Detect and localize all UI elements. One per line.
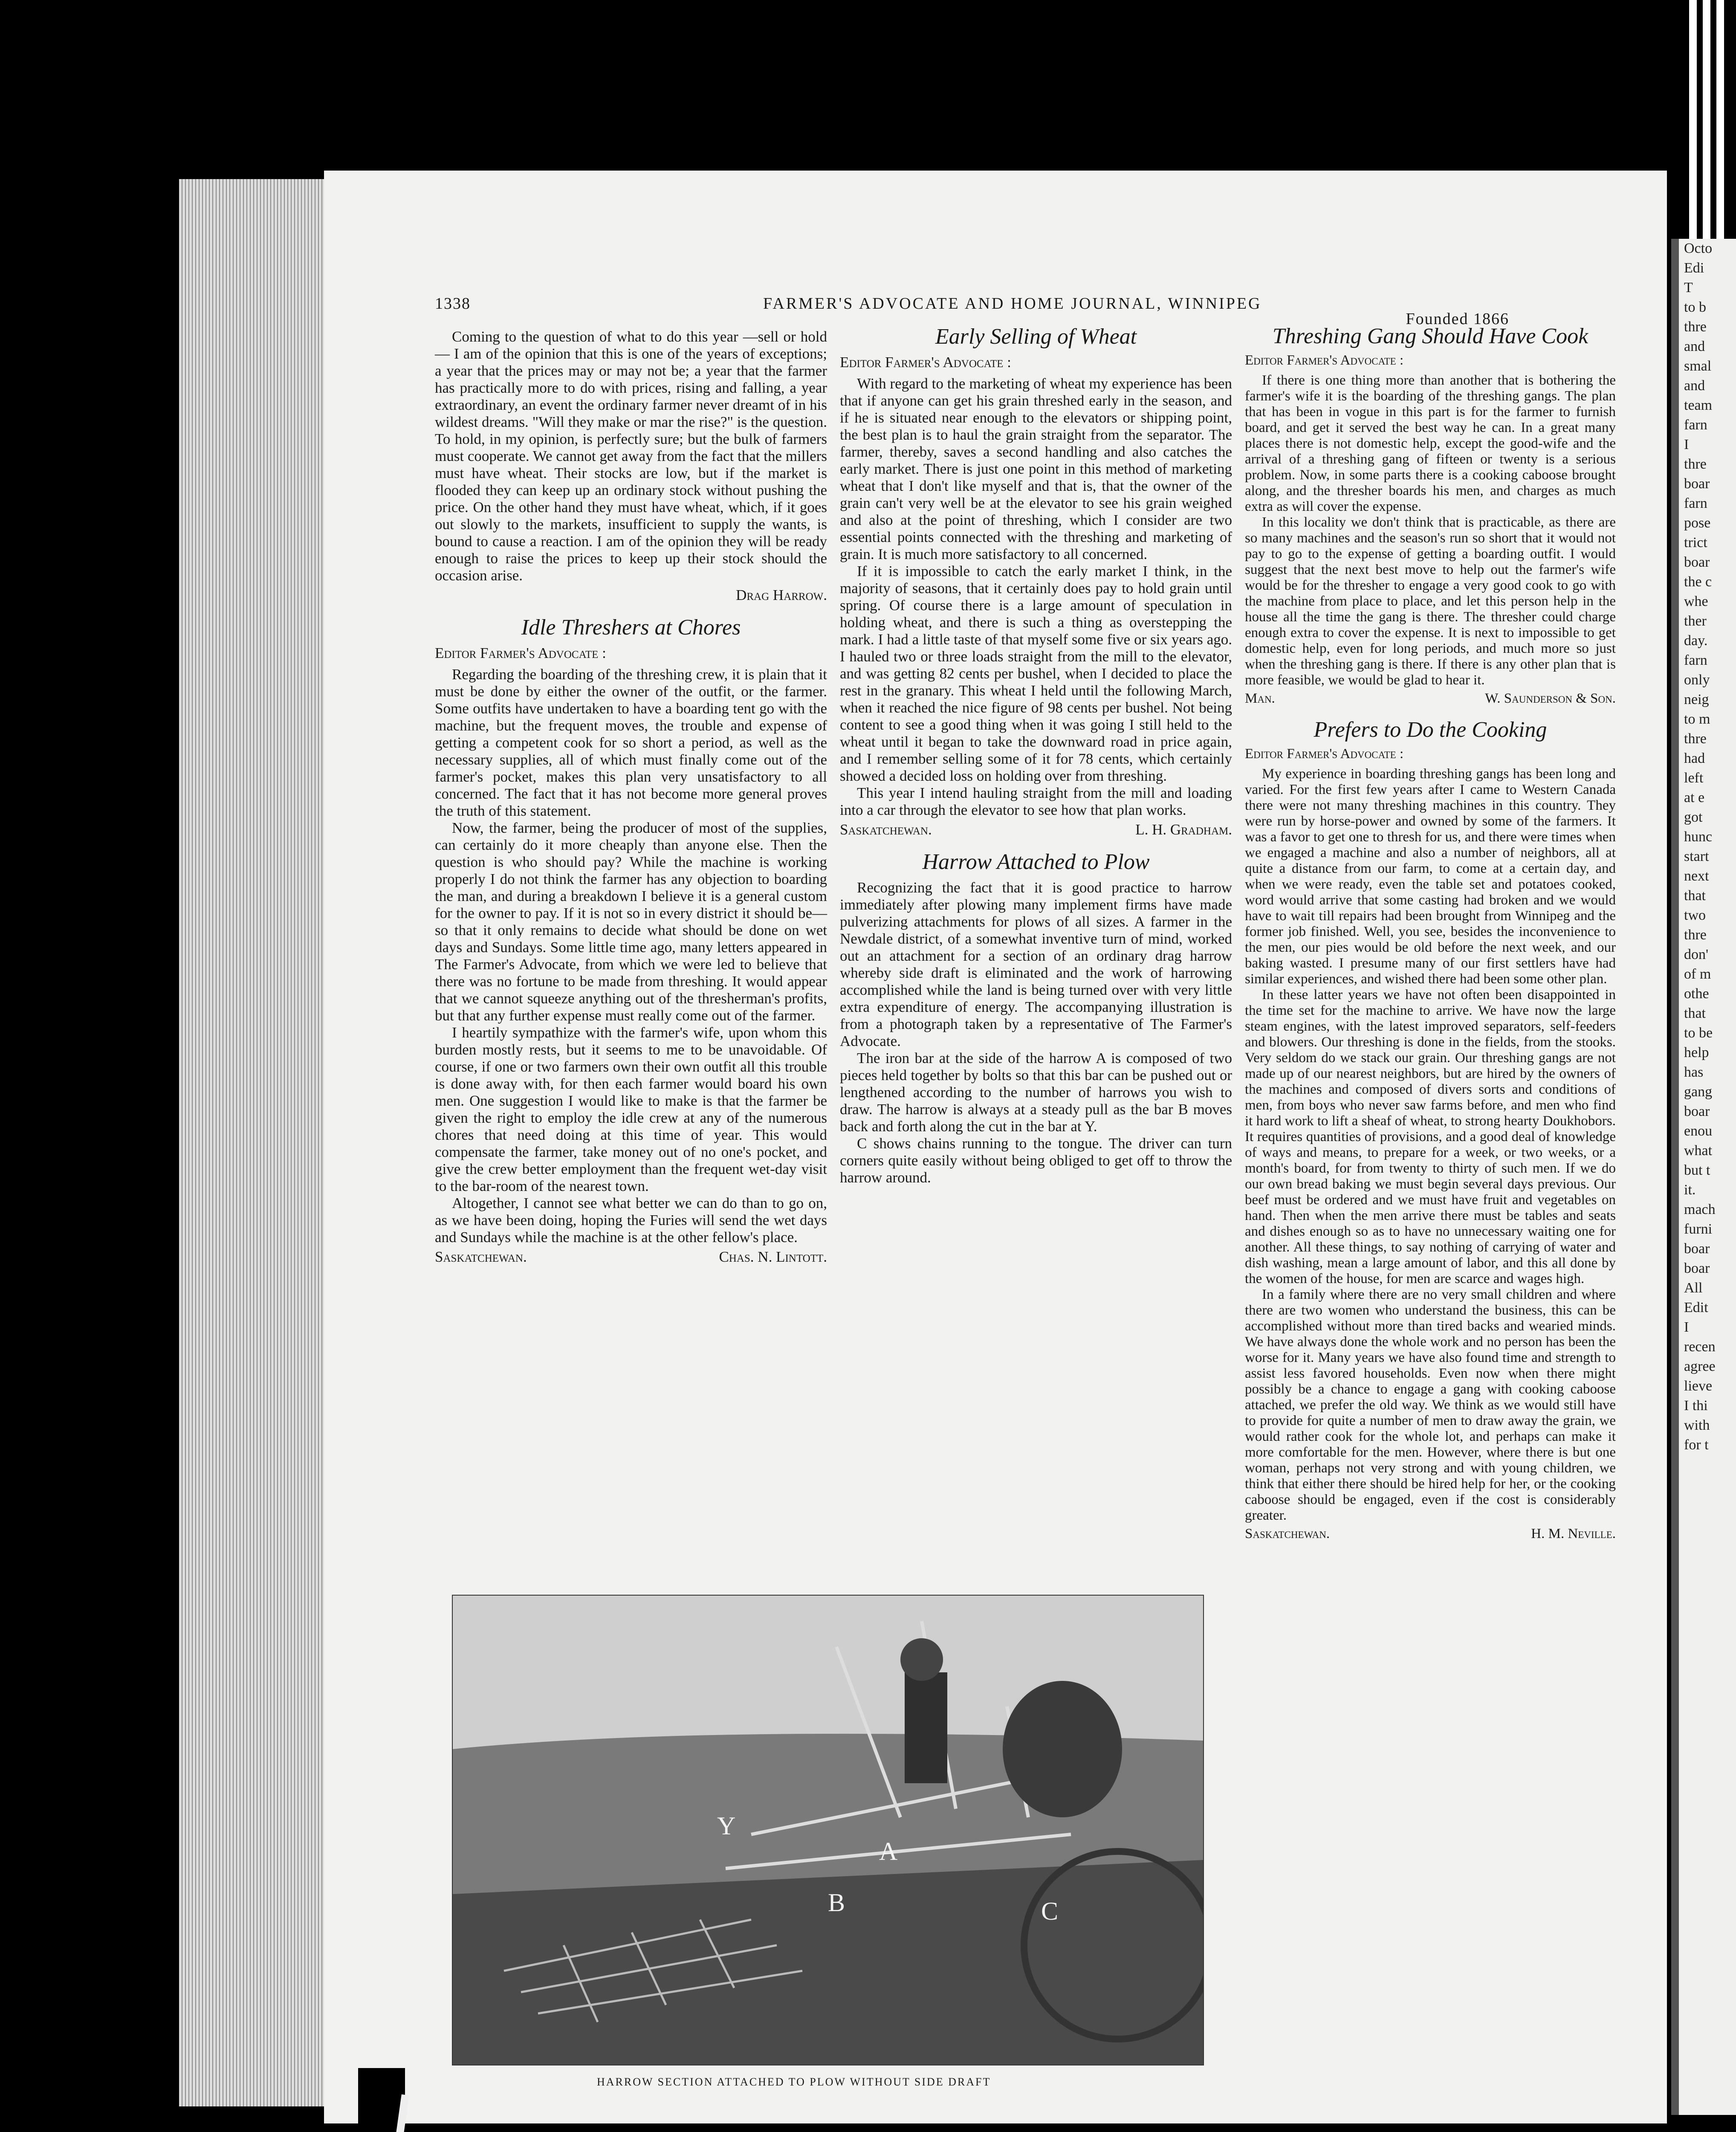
- facing-page-line: thre: [1684, 319, 1707, 335]
- article-paragraph: I heartily sympathize with the farmer's wife, upon whom this burden mostly rests, but it seems to me to be unavoidable. Of course, if one or two farmers own their own outfit all this trouble is done away with, for then each farmer would board his own men. One suggestion I would like to make is that the farmer be given the right to employ the idle crew at any of the numerous chores that need doing at this time of year. This would compensate the farmer, take money out of no one's pocket, and give the crew better employment than the frequent wet-day visit to the bar-room of the nearest town.: [435, 1024, 827, 1194]
- editor-salutation: Editor Farmer's Advocate :: [1245, 353, 1404, 368]
- signature-name: L. H. Gradham.: [1135, 821, 1232, 838]
- facing-page-line: enou: [1684, 1123, 1713, 1139]
- facing-page-line: smal: [1684, 358, 1712, 374]
- facing-page-line: Edi: [1684, 260, 1704, 276]
- column-3: [1245, 324, 1616, 1542]
- column-1: [435, 328, 827, 1266]
- facing-page-line: thre: [1684, 456, 1707, 472]
- page-number: 1338: [435, 295, 471, 313]
- facing-page-line: and: [1684, 378, 1705, 394]
- photo-label-b: B: [828, 1889, 845, 1917]
- article-signature: [1245, 691, 1616, 707]
- facing-page-line: T: [1684, 280, 1693, 295]
- facing-page-gutter: [1671, 239, 1679, 2115]
- facing-page-line: farn: [1684, 652, 1707, 668]
- facing-page-line: boar: [1684, 1104, 1710, 1119]
- facing-page-line: to m: [1684, 711, 1710, 727]
- signature-name: H. M. Neville.: [1531, 1526, 1616, 1541]
- facing-page-line: two: [1684, 907, 1706, 923]
- article-paragraph: My experience in boarding threshing gangs has been long and varied. For the first few years after I came to Western Canada there were not many threshing machines in this country. They were run by horse-power and owned by some of the farmers. It was a favor to get one to thresh for us, and there were times when we engaged a machine and also a number of neighbors, all at quite a distance from our farm, to come at a certain day, and when we were ready, even the table set and potatoes cooked, word would arrive that some casting had broken and we would have to wait till repairs had been brought from Winnipeg and the former job finished. Well, you see, besides the inconvenience to the men, our pies would be old before the next week, and our baking wasted. I presume many of our first settlers have had similar experiences, and wished there had been some other plan.: [1245, 766, 1616, 987]
- facing-page-line: Edit: [1684, 1300, 1708, 1315]
- article-paragraph: C shows chains running to the tongue. The driver can turn corners quite easily without being obliged to get off to throw the harrow around.: [840, 1135, 1232, 1186]
- facing-page-line: next: [1684, 868, 1709, 884]
- article-paragraph: If there is one thing more than another that is bothering the farmer's wife it is the boarding of the threshing gangs. The plan that has been in vogue in this part is for the farmer to furnish board, and get it served the best way he can. In a great many places there is not domestic help, except the good-wife and the arrival of a threshing gang of fifteen or twenty is a serious problem. Now, in some parts there is a cooking caboose brought along, and the thresher boards his men, and charges as much extra as will cover the expense.: [1245, 373, 1616, 514]
- article-title-threshing-gang: Threshing Gang Should Have Cook: [1272, 324, 1588, 348]
- facing-page-line: gang: [1684, 1084, 1713, 1100]
- photo-label-y: Y: [717, 1812, 736, 1840]
- photo-caption: HARROW SECTION ATTACHED TO PLOW WITHOUT SIDE DRAFT: [597, 2076, 991, 2088]
- facing-page-line: thre: [1684, 731, 1707, 747]
- article-paragraph: Regarding the boarding of the threshing crew, it is plain that it must be done by either the owner of the outfit, or the farmer. Some outfits have undertaken to have a boarding tent go with the machine, but the frequent moves, the trouble and expense of getting a competent cook for so short a period, as well as the necessary supplies, all of which must finally come out of the farmer's pocket, makes this plan very unsatisfactory to all concerned. The fact that it has not become more general proves the truth of this statement.: [435, 666, 827, 819]
- facing-page-line: neig: [1684, 692, 1709, 707]
- signature-place: Saskatchewan.: [1245, 1526, 1330, 1541]
- facing-page-line: mach: [1684, 1202, 1716, 1217]
- facing-page-line: day.: [1684, 633, 1708, 649]
- harrow-photograph: [452, 1595, 1204, 2065]
- facing-page-line: othe: [1684, 986, 1709, 1002]
- facing-page-line: the c: [1684, 574, 1712, 590]
- facing-page-line: and: [1684, 339, 1705, 354]
- facing-page-line: to be: [1684, 1025, 1713, 1041]
- facing-page-line: I: [1684, 437, 1689, 452]
- article-paragraph: Now, the farmer, being the producer of most of the supplies, can certainly do it more cheaply than anyone else. Then the question is who should pay? While the machine is working properly I do not think the farmer has any objection to boarding the man, and during a breakdown I believe it is a general custom for the owner to pay. If it is not so in every district it should be—so that it only remains to decide what should be done on wet days and Sundays. Some little time ago, many letters appeared in The Farmer's Advocate, from which we were led to believe that there was no fortune to be made from threshing. It would appear that we cannot squeeze anything out of the thresherman's profits, but that any further expense must really come out of the farmer.: [435, 820, 827, 1024]
- article-title-idle-threshers: Idle Threshers at Chores: [521, 615, 741, 640]
- facing-page-line: trict: [1684, 535, 1707, 550]
- editor-salutation: Editor Farmer's Advocate :: [840, 354, 1011, 371]
- editor-salutation: Editor Farmer's Advocate :: [1245, 746, 1404, 762]
- facing-page-line: that: [1684, 888, 1706, 904]
- journal-title: FARMER'S ADVOCATE AND HOME JOURNAL, WINNIPEG: [763, 295, 1262, 313]
- photo-label-c: C: [1041, 1897, 1059, 1925]
- facing-page-line: that: [1684, 1005, 1706, 1021]
- facing-page-line: start: [1684, 849, 1709, 864]
- facing-page-line: boar: [1684, 554, 1710, 570]
- facing-page-line: don': [1684, 947, 1709, 962]
- facing-page-line: I thi: [1684, 1398, 1708, 1414]
- facing-page-line: All: [1684, 1280, 1703, 1296]
- facing-page-line: I: [1684, 1319, 1689, 1335]
- facing-page-line: whe: [1684, 594, 1708, 609]
- facing-page-line: to b: [1684, 299, 1706, 315]
- facing-page-line: got: [1684, 809, 1703, 825]
- facing-page-line: recen: [1684, 1339, 1716, 1355]
- signature-place: Saskatchewan.: [435, 1248, 527, 1265]
- article-paragraph: Altogether, I cannot see what better we can do than to go on, as we have been doing, hoping the Furies will send the wet days and Sundays while the machine is at the other fellow's place.: [435, 1195, 827, 1246]
- binding-clip: [358, 2068, 405, 2132]
- founded-note: Founded 1866: [1406, 310, 1509, 328]
- facing-page-line: furni: [1684, 1221, 1713, 1237]
- harrow-photo-illustration: [453, 1596, 1203, 2065]
- signature-name: Drag Harrow.: [736, 587, 827, 603]
- facing-page-line: only: [1684, 672, 1710, 688]
- facing-page-line: pose: [1684, 515, 1711, 531]
- facing-page-line: boar: [1684, 476, 1710, 492]
- facing-page-line: ther: [1684, 613, 1707, 629]
- facing-page-line: boar: [1684, 1241, 1710, 1257]
- facing-page-line: agree: [1684, 1359, 1716, 1374]
- facing-page: [1671, 239, 1736, 2115]
- article-paragraph: The iron bar at the side of the harrow A is composed of two pieces held together by bolts so that this bar can be pushed out or lengthened according to the number of harrows you wish to draw. The harrow is always at a steady pull as the bar B moves back and forth along the cut in the bar at Y.: [840, 1050, 1232, 1135]
- article-paragraph: This year I intend hauling straight from the mill and loading into a car through the elevator to see how that plan works.: [840, 785, 1232, 818]
- signature-name: Chas. N. Lintott.: [719, 1248, 827, 1265]
- facing-page-line: thre: [1684, 927, 1707, 943]
- column-2: [840, 324, 1232, 1186]
- signature-place: Saskatchewan.: [840, 821, 932, 838]
- article-signature: [435, 1248, 827, 1266]
- facing-page-line: for t: [1684, 1437, 1709, 1453]
- facing-page-line: left: [1684, 770, 1704, 786]
- facing-page-line: but t: [1684, 1162, 1710, 1178]
- article-paragraph: With regard to the marketing of wheat my experience has been that if anyone can get his grain threshed early in the season, and if he is situated near enough to the elevators or shipping point, the best plan is to haul the grain straight from the separator. The farmer, thereby, saves a second handling and also catches the early market. There is just one point in this method of marketing wheat that I don't like myself and that is, that the owner of the grain can't very well be at the elevator to see his grain weighed and also at the point of threshing, which I consider are two essential points connected with the threshing and marketing of grain. It is much more satisfactory to all concerned.: [840, 375, 1232, 562]
- facing-page-line: with: [1684, 1417, 1710, 1433]
- facing-page-line: hunc: [1684, 829, 1713, 845]
- article-title-early-selling: Early Selling of Wheat: [935, 324, 1137, 349]
- facing-page-line: lieve: [1684, 1378, 1713, 1394]
- article-signature: [1245, 1526, 1616, 1542]
- article-title-harrow: Harrow Attached to Plow: [922, 850, 1150, 874]
- book-page-stack: [179, 179, 324, 2106]
- facing-page-line: of m: [1684, 966, 1711, 982]
- article-signature: [840, 821, 1232, 838]
- facing-page-line: it.: [1684, 1182, 1696, 1198]
- facing-page-line: has: [1684, 1064, 1704, 1080]
- article-paragraph: If it is impossible to catch the early market I think, in the majority of seasons, that it certainly does pay to hold grain until spring. Of course there is a large amount of speculation in holding wheat, and there is such a thing as overstepping the mark. I had a little taste of that myself some five or six years ago. I hauled two or three loads straight from the mill to the elevator, and was getting 82 cents per bushel, when I decided to place the rest in the granary. This wheat I held until the following March, when it reached the nice figure of 98 cents per bushel. Not being content to see a good thing when it was going I still held to the wheat until it began to take the downward road in price again, and I remember selling some of it for 78 cents, which certainly showed a decided loss on holding over from threshing.: [840, 563, 1232, 784]
- article-paragraph: In these latter years we have not often been disappointed in the time set for the machine to arrive. We have now the large steam engines, with the latest improved separators, self-feeders and blowers. Our threshing is done in the fields, from the stooks. Very seldom do we stack our grain. Our threshing gangs are not made up of our nearest neighbors, but are hired by the owners of the machines and composed of divers sorts and conditions of men, from boys who never saw farms before, and men who find it hard work to lift a sheaf of wheat, to strong hearty Doukhobors. It requires quantities of provisions, and a good deal of knowledge of ways and means, to prepare for a week, or two weeks, or a month's board, for from twenty to thirty of such men. If we do our own bread baking we must begin several days previous. Our beef must be ordered and we must have fruit and vegetables on hand. Then when the men arrive there must be tables and seats and dishes enough so as to have no unnecessary waiting one for another. All these things, to say nothing of carrying of water and dish washing, mean a large amount of labor, and this all done by the women of the house, for men are scarce and wages high.: [1245, 987, 1616, 1286]
- article-title-prefers-cooking: Prefers to Do the Cooking: [1314, 718, 1547, 742]
- article-paragraph: Recognizing the fact that it is good practice to harrow immediately after plowing many implement firms have made pulverizing attachments for plows of all sizes. A farmer in the Newdale district, of a somewhat inventive turn of mind, worked out an attachment for a section of an ordinary drag harrow whereby side draft is eliminated and the work of harrowing accomplished while the land is being turned over with very little extra expenditure of energy. The accompanying illustration is from a photograph taken by a representative of The Farmer's Advocate.: [840, 879, 1232, 1049]
- facing-page-line: had: [1684, 750, 1705, 766]
- article-paragraph: In this locality we don't think that is practicable, as there are so many machines and the season's run so short that it would not pay to go to the expense of getting a boarding outfit. I would suggest that the next best move to help out the farmer's wife would be for the thresher to engage a very good cook to go with the machine from place to place, and let this person help in the house all the time the gang is there. The thresher could charge enough extra to cover the expense. It is next to impossible to get domestic help, even for long periods, and much more so just when the threshing gang is there. If there is any other plan that is more feasible, we would be glad to hear it.: [1245, 515, 1616, 688]
- photo-label-a: A: [879, 1837, 898, 1866]
- facing-page-line: farn: [1684, 417, 1707, 433]
- intro-paragraph: Coming to the question of what to do this year —sell or hold — I am of the opinion that this is one of the years of exceptions; a year that the prices may or may not be; a year that the farmer has practically more to do with prices, rising and falling, a year extraordinary, an event the ordinary farmer never dreamt of in his wildest dreams. "Will they make or mar the rise?" is the question. To hold, in my opinion, is perfectly sure; but the bulk of farmers must cooperate. We cannot get away from the fact that the millers must have wheat. Their stocks are low, but if the market is flooded they can keep up an ordinary stock without pushing the price. On the other hand they must have wheat, which, if it goes out slowly to the markets, insufficient to supply the wants, is bound to cause a reaction. I am of the opinion they will be ready enough to raise the prices to keep up their stock should the occasion arise.: [435, 328, 827, 584]
- signature-place: Man.: [1245, 691, 1275, 706]
- facing-page-line: farn: [1684, 495, 1707, 511]
- facing-page-line: boar: [1684, 1260, 1710, 1276]
- editor-salutation: Editor Farmer's Advocate :: [435, 645, 606, 661]
- article-paragraph: In a family where there are no very small children and where there are two women who understand the business, this can be accomplished without more than tired backs and wearied minds. We have always done the whole work and no person has been the worse for it. Many years we have also found time and strength to assist less favored households. Even now when there might possibly be a chance to engage a gang with cooking caboose attached, we prefer the old way. We think as we would still have to provide for quite a number of men to draw away the grain, we would rather cook for the whole lot, and perhaps can make it more comfortable for the men. However, where there is but one woman, perhaps not very strong and with young children, we think that either there should be hired help for her, or the cooking caboose should be engaged, even if the cost is considerably greater.: [1245, 1287, 1616, 1523]
- facing-page-text: [1684, 239, 1716, 1455]
- facing-page-line: team: [1684, 397, 1713, 413]
- clip-pin: [366, 2094, 409, 2132]
- facing-page-line: Octo: [1684, 240, 1713, 256]
- facing-page-line: what: [1684, 1143, 1713, 1159]
- facing-page-line: at e: [1684, 790, 1705, 805]
- signature-name: W. Saunderson & Son.: [1485, 691, 1616, 706]
- intro-signature: [435, 587, 827, 604]
- facing-page-line: help: [1684, 1045, 1709, 1060]
